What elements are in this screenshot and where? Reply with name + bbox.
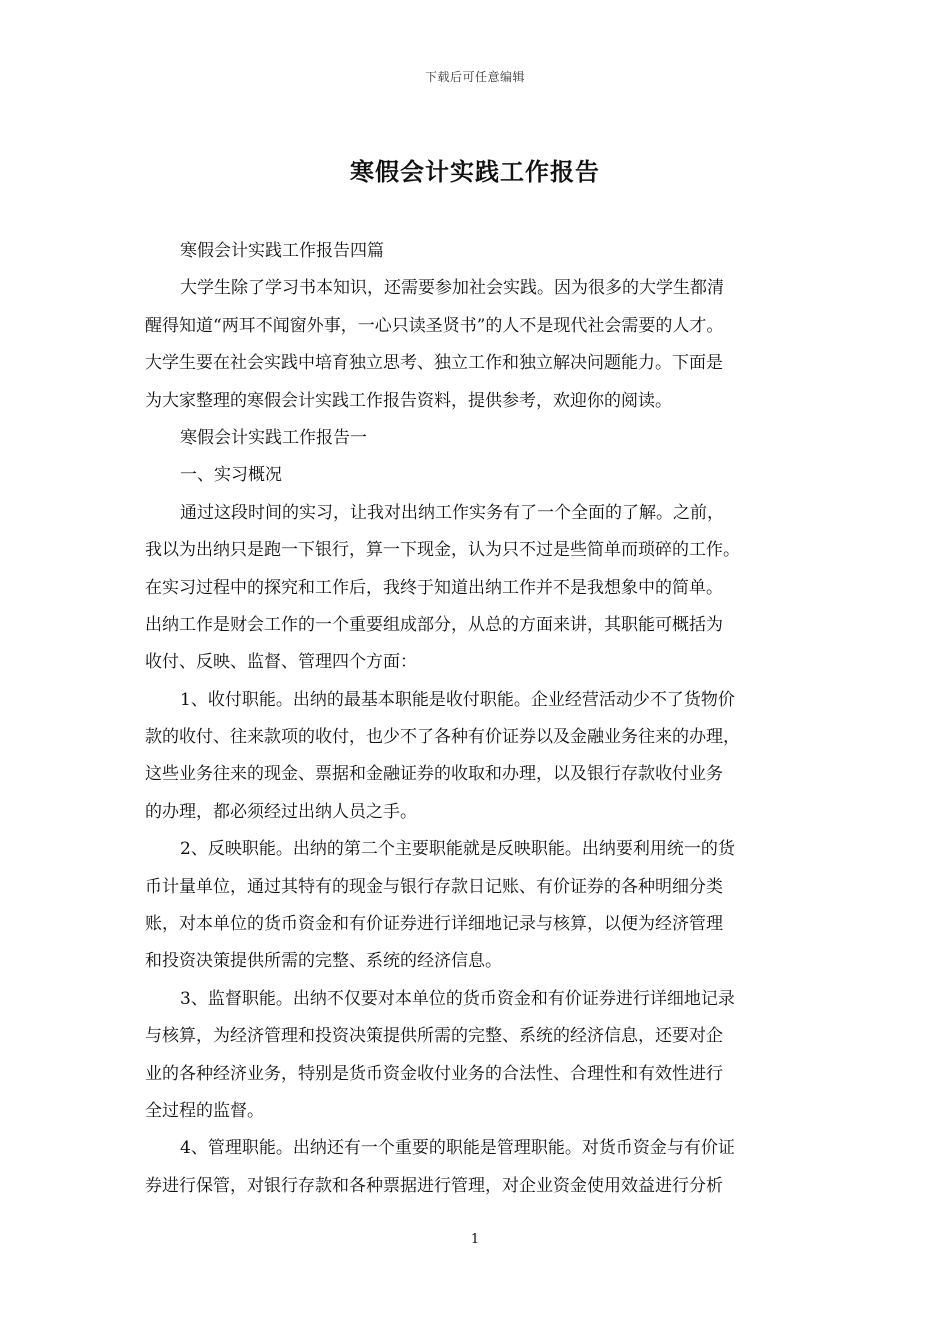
- document-title: 寒假会计实践工作报告: [350, 157, 600, 186]
- document-body: [145, 233, 810, 1205]
- paragraph-line: 通过这段时间的实习，让我对出纳工作实务有了一个全面的了解。之前，: [180, 502, 724, 523]
- paragraph-line: 为大家整理的寒假会计实践工作报告资料，提供参考，欢迎你的阅读。: [145, 390, 672, 411]
- paragraph-line: 业的各种经济业务，特别是货币资金收付业务的合法性、合理性和有效性进行: [145, 1063, 723, 1084]
- paragraph-line: 醒得知道“两耳不闻窗外事，一心只读圣贤书”的人不是现代社会需要的人才。: [145, 315, 724, 336]
- paragraph-line: 款的收付、往来款项的收付，也少不了各种有价证券以及金融业务往来的办理，: [145, 727, 740, 748]
- paragraph-line: 券进行保管，对银行存款和各种票据进行管理，对企业资金使用效益进行分析: [145, 1175, 723, 1196]
- paragraph-line: 在实习过程中的探究和工作后，我终于知道出纳工作并不是我想象中的简单。: [145, 577, 723, 598]
- paragraph-line: 全过程的监督。: [145, 1100, 264, 1121]
- subtitle-line: 寒假会计实践工作报告四篇: [180, 241, 384, 261]
- paragraph-line: 出纳工作是财会工作的一个重要组成部分，从总的方面来讲，其职能可概括为: [145, 614, 723, 635]
- paragraph-line: 这些业务往来的现金、票据和金融证券的收取和办理，以及银行存款收付业务: [145, 764, 723, 785]
- paragraph-line: 和投资决策提供所需的完整、系统的经济信息。: [145, 951, 502, 972]
- header-note: 下载后可任意编辑: [424, 70, 525, 84]
- section-heading: 寒假会计实践工作报告一: [180, 427, 367, 448]
- paragraph-line: 1、收付职能。出纳的最基本职能是收付职能。企业经营活动少不了货物价: [180, 689, 735, 710]
- paragraph-line: 大学生要在社会实践中培育独立思考、独立工作和独立解决问题能力。下面是: [145, 353, 723, 374]
- paragraph-line: 2、反映职能。出纳的第二个主要职能就是反映职能。出纳要利用统一的货: [180, 839, 735, 860]
- paragraph-line: 我以为出纳只是跑一下银行，算一下现金，认为只不过是些简单而琐碎的工作。: [145, 540, 740, 561]
- section-heading: 一、实习概况: [180, 465, 282, 486]
- paragraph-line: 4、管理职能。出纳还有一个重要的职能是管理职能。对货币资金与有价证: [180, 1138, 735, 1159]
- paragraph-line: 币计量单位，通过其特有的现金与银行存款日记账、有价证券的各种明细分类: [145, 876, 723, 897]
- page-number: 1: [470, 1232, 480, 1247]
- paragraph-line: 大学生除了学习书本知识，还需要参加社会实践。因为很多的大学生都清: [180, 278, 724, 299]
- paragraph-line: 账，对本单位的货币资金和有价证券进行详细地记录与核算，以便为经济管理: [145, 914, 723, 935]
- paragraph-line: 的办理，都必须经过出纳人员之手。: [145, 801, 417, 822]
- paragraph-line: 与核算，为经济管理和投资决策提供所需的完整、系统的经济信息，还要对企: [145, 1026, 723, 1047]
- paragraph-line: 3、监督职能。出纳不仅要对本单位的货币资金和有价证券进行详细地记录: [180, 988, 735, 1009]
- paragraph-line: 收付、反映、监督、管理四个方面：: [145, 652, 417, 673]
